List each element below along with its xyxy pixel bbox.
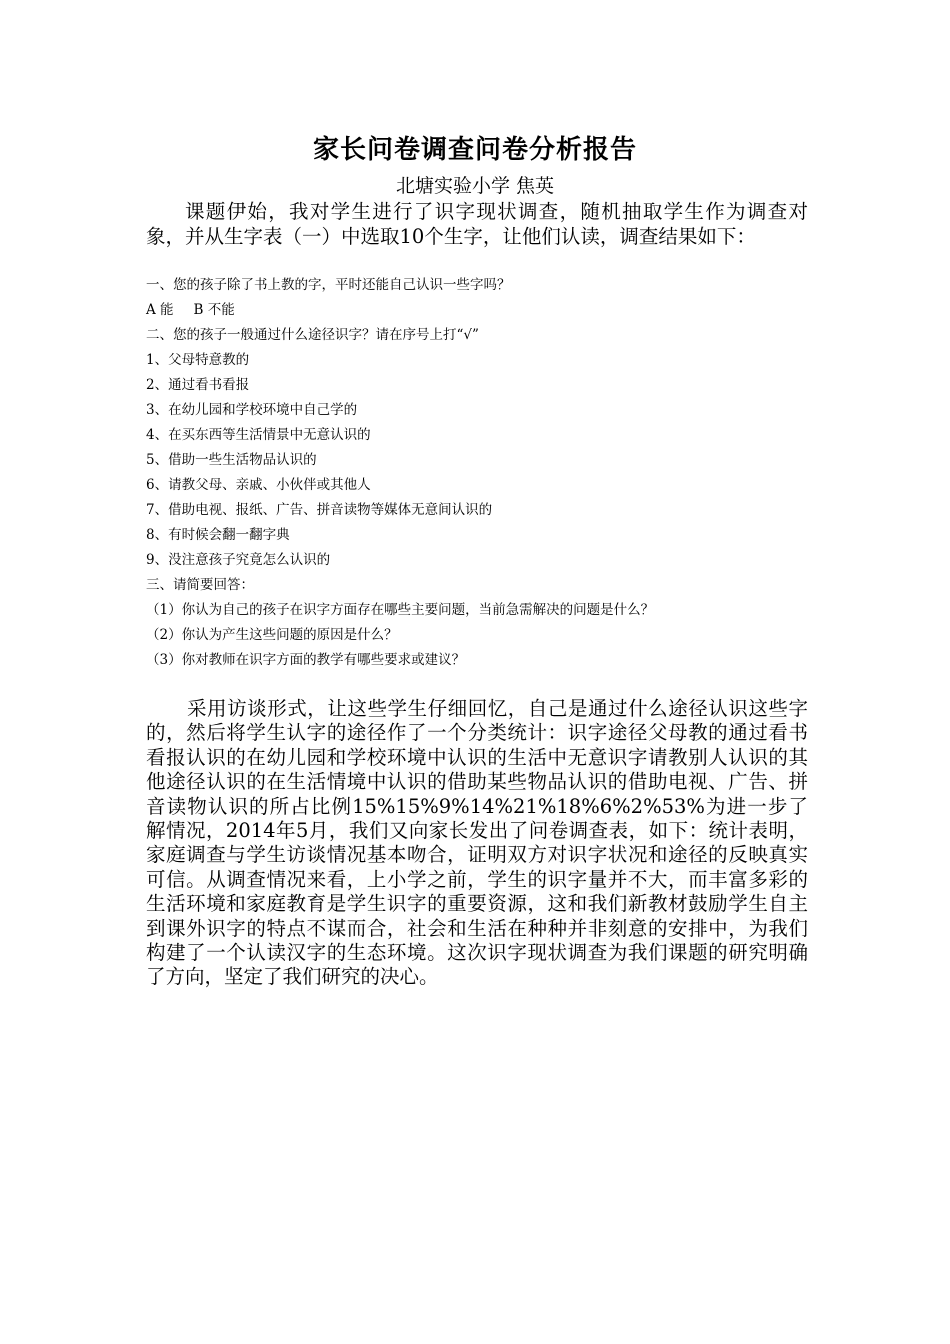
intro-paragraph: 课题伊始，我对学生进行了识字现状调查，随机抽取学生作为调查对象，并从生字表（一）中选取10个生字，让他们认读，调查结果如下： xyxy=(146,200,808,248)
document-author: 北塘实验小学 焦英 xyxy=(395,175,555,197)
option-b: B 不能 xyxy=(193,302,235,318)
option-a: A 能 xyxy=(146,302,174,318)
question-2-option: 2、通过看书看报 xyxy=(146,377,250,393)
question-2-option: 5、借助一些生活物品认识的 xyxy=(146,452,317,468)
question-3-item: （1）你认为自己的孩子在识字方面存在哪些主要问题，当前急需解决的问题是什么？ xyxy=(146,602,655,618)
question-3-item: （3）你对教师在识字方面的教学有哪些要求或建议？ xyxy=(146,652,466,668)
question-2-option: 8、有时候会翻一翻字典 xyxy=(146,527,290,543)
question-2: 二、您的孩子一般通过什么途径识字？请在序号上打“√” xyxy=(146,327,479,343)
questionnaire xyxy=(146,273,808,673)
question-2-option: 7、借助电视、报纸、广告、拼音读物等媒体无意间认识的 xyxy=(146,502,493,518)
question-3-item: （2）你认为产生这些问题的原因是什么？ xyxy=(146,627,398,643)
question-1-options xyxy=(146,298,808,323)
analysis-paragraph: 采用访谈形式，让这些学生仔细回忆，自己是通过什么途径认识这些字的，然后将学生认字的途径作了一个分类统计：识字途径父母教的通过看书看报认识的在幼儿园和学校环境中认识的生活中无意识字请教别人认识的其他途径认识的在生活情境中认识的借助某些物品认识的借助电视、广告、拼音读物认识的所占比例15%15%9%14%21%18%6%2%53%为进一步了解情况，2014年5月，我们又向家长发出了问卷调查表，如下：统计表明，家庭调查与学生访谈情况基本吻合，证明双方对识字状况和途径的反映真实可信。从调查情况来看，上小学之前，学生的识字量并不大，而丰富多彩的生活环境和家庭教育是学生识字的重要资源，这和我们新教材鼓励学生自主到课外识字的特点不谋而合，社会和生活在种种并非刻意的安排中，为我们构建了一个认读汉字的生态环境。这次识字现状调查为我们课题的研究明确了方向，坚定了我们研究的决心。 xyxy=(146,697,808,989)
document-title: 家长问卷调查问卷分析报告 xyxy=(312,135,637,165)
question-2-option: 1、父母特意教的 xyxy=(146,352,250,368)
question-3: 三、请简要回答： xyxy=(146,577,254,593)
question-2-option: 4、在买东西等生活情景中无意认识的 xyxy=(146,427,371,443)
question-2-option: 3、在幼儿园和学校环境中自己学的 xyxy=(146,402,358,418)
question-2-option: 9、没注意孩子究竟怎么认识的 xyxy=(146,552,331,568)
question-2-option: 6、请教父母、亲戚、小伙伴或其他人 xyxy=(146,477,371,493)
question-1: 一、您的孩子除了书上教的字，平时还能自己认识一些字吗？ xyxy=(146,277,511,293)
